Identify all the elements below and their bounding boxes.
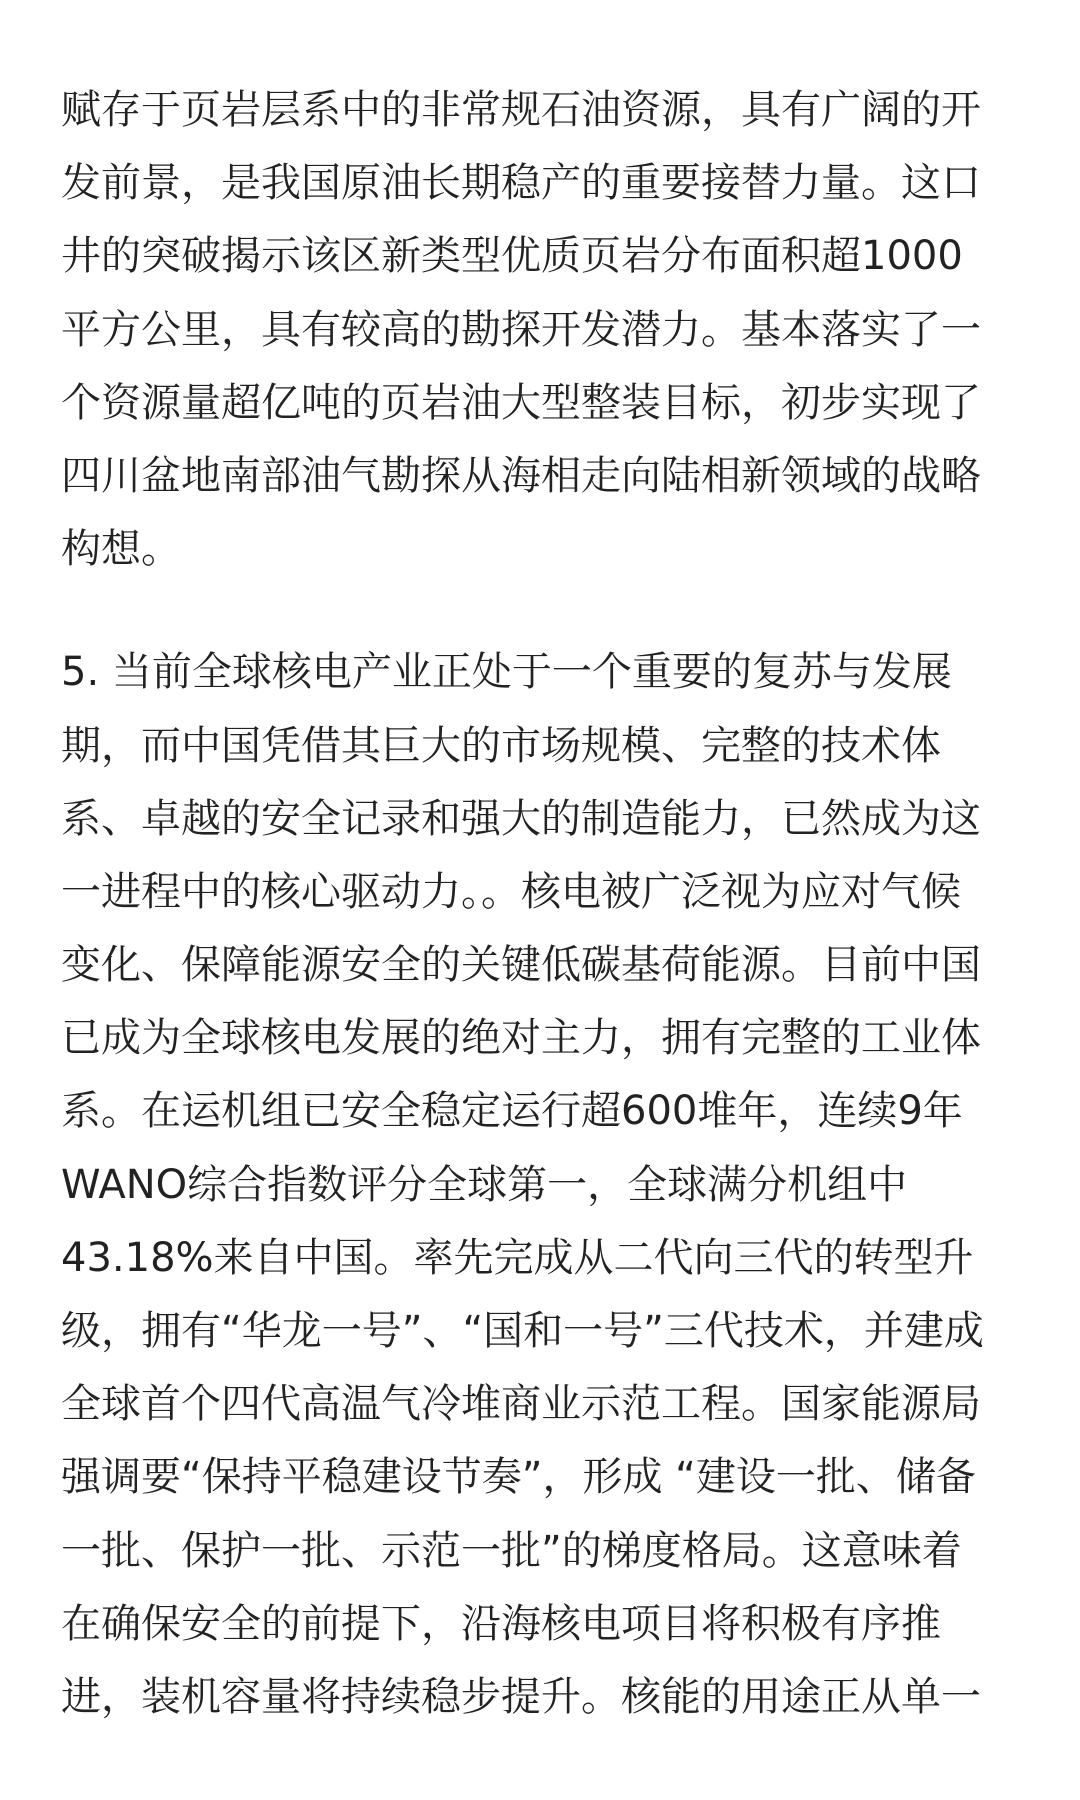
text-line: 已成为全球核电发展的绝对主力，拥有完整的工业体 (61, 1015, 981, 1062)
text-line: 四川盆地南部油气勘探从海相走向陆相新领域的战略 (61, 452, 981, 499)
text-line: 井的突破揭示该区新类型优质页岩分布面积超1000 (61, 233, 963, 280)
text-line: 全球首个四代高温气冷堆商业示范工程。国家能源局 (61, 1381, 981, 1428)
text-line: 强调要“保持平稳建设节奏”，形成 “建设一批、储备 (61, 1454, 976, 1501)
text-line: 43.18%来自中国。率先完成从二代向三代的转型升 (61, 1234, 974, 1281)
text-line: 一进程中的核心驱动力。。核电被广泛视为应对气候 (61, 868, 961, 915)
text-line: 在确保安全的前提下，沿海核电项目将积极有序推 (61, 1600, 941, 1647)
text-line: 平方公里，具有较高的勘探开发潜力。基本落实了一 (61, 306, 981, 353)
text-line: 进，装机容量将持续稳步提升。核能的用途正从单一 (61, 1673, 981, 1720)
text-line: 个资源量超亿吨的页岩油大型整装目标，初步实现了 (61, 379, 981, 426)
text-line: 系、卓越的安全记录和强大的制造能力，已然成为这 (61, 795, 981, 842)
paragraph-shale-oil (61, 74, 1041, 586)
paragraph-spacer (61, 586, 1041, 636)
text-line: 期，而中国凭借其巨大的市场规模、完整的技术体 (61, 722, 941, 769)
text-line: 赋存于页岩层系中的非常规石油资源，具有广阔的开 (61, 87, 981, 133)
paragraph-nuclear-power (61, 636, 1041, 1734)
text-line: 级，拥有“华龙一号”、“国和一号”三代技术，并建成 (61, 1308, 984, 1354)
text-line: 变化、保障能源安全的关键低碳基荷能源。目前中国 (61, 942, 981, 989)
article-body (61, 74, 1041, 1734)
text-line: 发前景，是我国原油长期稳产的重要接替力量。这口 (61, 160, 981, 207)
text-line: 系。在运机组已安全稳定运行超600堆年，连续9年 (61, 1088, 963, 1135)
text-line: 构想。 (61, 526, 181, 573)
text-line: WANO综合指数评分全球第一，全球满分机组中 (61, 1161, 908, 1208)
text-line: 5. 当前全球核电产业正处于一个重要的复苏与发展 (61, 649, 952, 696)
text-line: 一批、保护一批、示范一批”的梯度格局。这意味着 (61, 1527, 962, 1574)
